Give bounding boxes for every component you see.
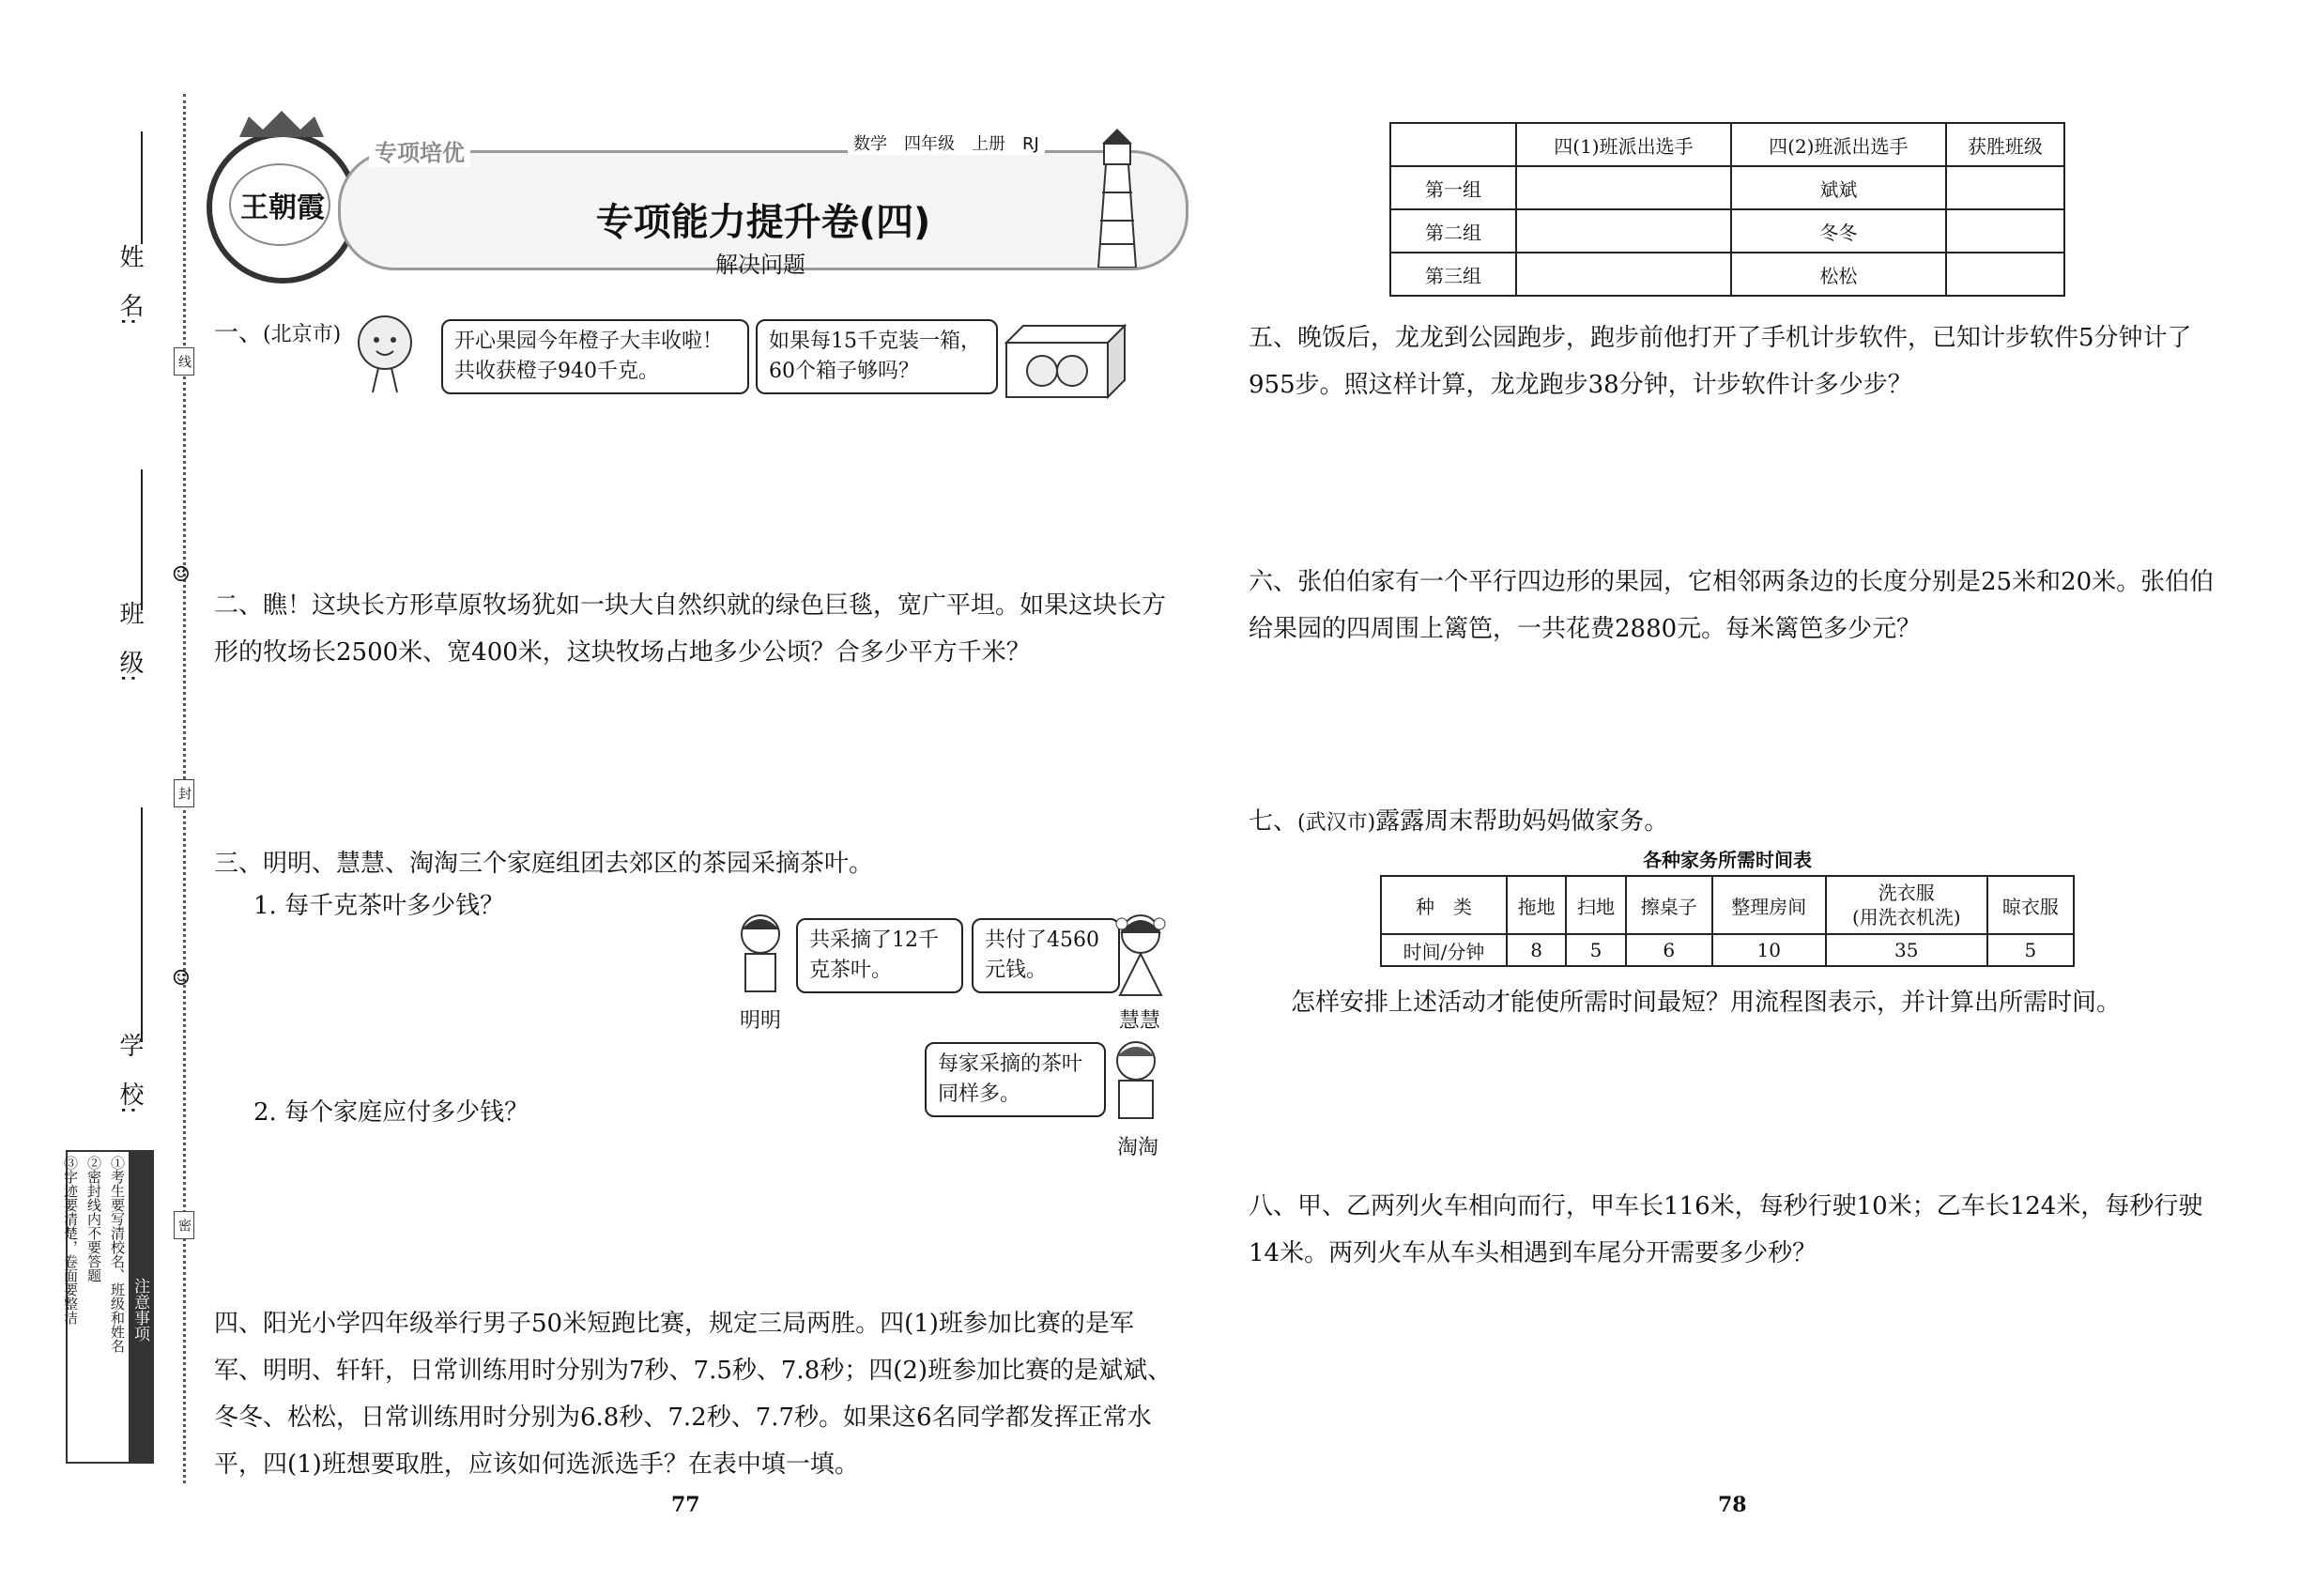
notes-item: ②密封线内不要答题 xyxy=(85,1156,102,1282)
name-mingming: 明明 xyxy=(740,1009,782,1033)
chores-table-cell: 5 xyxy=(1566,934,1625,966)
race-table-header: 四(2)班派出选手 xyxy=(1731,123,1946,166)
table-row xyxy=(1390,253,2064,296)
chores-table-cell: 时间/分钟 xyxy=(1381,934,1507,966)
chores-table-header: 种 类 xyxy=(1381,876,1507,934)
section-tag: 专项培优 xyxy=(369,134,470,167)
q6-text: 六、张伯伯家有一个平行四边形的果园，它相邻两条边的长度分别是25米和20米。张伯伯给果园的四周围上篱笆，一共花费2880元。每米篱笆多少元？ xyxy=(1249,568,2215,643)
chores-table-header: 洗衣服 (用洗衣机洗) xyxy=(1826,876,1987,934)
race-table-answer-cell[interactable] xyxy=(1516,166,1731,209)
class-field[interactable] xyxy=(141,469,143,610)
school-field[interactable] xyxy=(141,807,143,1042)
notes-item: ③字迹要清楚，卷面要整洁 xyxy=(62,1156,79,1325)
chores-table-header: 擦桌子 xyxy=(1626,876,1712,934)
race-table-header: 四(1)班派出选手 xyxy=(1516,123,1731,166)
orange-character-icon xyxy=(352,310,418,394)
race-table-cell: 第二组 xyxy=(1390,209,1516,253)
boy-mingming-icon xyxy=(732,911,789,1005)
q4-text: 四、阳光小学四年级举行男子50米短跑比赛，规定三局两胜。四(1)班参加比赛的是军军、明明、轩轩，日常训练用时分别为7秒、7.5秒、7.8秒；四(2)班参加比赛的是斌斌、冬冬、松松，日常训练用时分别为6.8秒、7.2秒、7.7秒。如果这6名同学都发挥正常水平，四(1)班想要取胜，应该如何选派选手？在表中填一填。 xyxy=(214,1310,1173,1479)
q1-bubble-box: 如果每15千克装一箱，60个箱子够吗？ xyxy=(756,319,998,394)
chores-table-header: 扫地 xyxy=(1566,876,1625,934)
page-title: 专项能力提升卷(四) xyxy=(595,201,931,244)
q1-bubble-harvest: 开心果园今年橙子大丰收啦！共收获橙子940千克。 xyxy=(441,319,749,394)
race-table-answer-cell[interactable] xyxy=(1946,253,2064,296)
chores-table-cell: 35 xyxy=(1826,934,1987,966)
q7-text: 七、(武汉市)露露周末帮助妈妈做家务。 xyxy=(1249,807,1669,836)
page-number-right: 78 xyxy=(1718,1493,1747,1517)
school-label: 学 校: xyxy=(115,1033,144,1114)
boy-taotao-icon xyxy=(1108,1037,1164,1131)
q1-label: 一、(北京市) xyxy=(214,319,342,347)
page-number-left: 77 xyxy=(671,1493,700,1517)
q3-bubble-huihui: 共付了4560元钱。 xyxy=(972,918,1120,993)
cut-mark-mi: 密 xyxy=(174,1211,194,1239)
chores-table-cell: 6 xyxy=(1626,934,1712,966)
race-table-answer-cell[interactable] xyxy=(1946,166,2064,209)
chores-table-cell: 5 xyxy=(1987,934,2074,966)
fruit-box-icon xyxy=(1004,324,1127,399)
q5-text: 五、晚饭后，龙龙到公园跑步，跑步前他打开了手机计步软件，已知计步软件5分钟计了955步。照这样计算，龙龙跑步38分钟，计步软件计多少步？ xyxy=(1249,324,2192,399)
race-table-cell: 第三组 xyxy=(1390,253,1516,296)
logo-text: 王朝霞 xyxy=(240,192,325,224)
lighthouse-icon xyxy=(1089,127,1145,268)
q2-text: 二、瞧！这块长方形草原牧场犹如一块大自然织就的绿色巨毯，宽广平坦。如果这块长方形的牧场长2500米、宽400米，这块牧场占地多少公顷？合多少平方千米？ xyxy=(214,591,1167,667)
notes-item: ①考生要写清校名、班级和姓名 xyxy=(109,1156,126,1353)
logo xyxy=(207,131,359,284)
chores-table-cell: 10 xyxy=(1712,934,1826,966)
chores-table-title: 各种家务所需时间表 xyxy=(1643,849,1812,871)
race-table-header: 获胜班级 xyxy=(1946,123,2064,166)
chores-table xyxy=(1380,875,2075,967)
notes-title: 注意事项 xyxy=(129,1152,152,1462)
race-table-answer-cell[interactable] xyxy=(1946,209,2064,253)
race-table-cell: 冬冬 xyxy=(1731,209,1946,253)
race-table-header xyxy=(1390,123,1516,166)
cut-mark-feng: 封 xyxy=(174,779,194,807)
table-row xyxy=(1390,166,2064,209)
q3-bubble-taotao: 每家采摘的茶叶同样多。 xyxy=(925,1042,1106,1117)
race-table-cell: 第一组 xyxy=(1390,166,1516,209)
girl-huihui-icon xyxy=(1112,911,1169,1005)
name-field[interactable] xyxy=(141,131,143,244)
name-huihui: 慧慧 xyxy=(1119,1009,1161,1033)
table-row xyxy=(1381,934,2074,966)
race-table-answer-cell[interactable] xyxy=(1516,209,1731,253)
chores-table-header: 整理房间 xyxy=(1712,876,1826,934)
race-table-cell: 松松 xyxy=(1731,253,1946,296)
race-table-cell: 斌斌 xyxy=(1731,166,1946,209)
race-table-answer-cell[interactable] xyxy=(1516,253,1731,296)
q8-text: 八、甲、乙两列火车相向而行，甲车长116米，每秒行驶10米；乙车长124米，每秒行驶14米。两列火车从车头相遇到车尾分开需要多少秒？ xyxy=(1249,1192,2203,1267)
table-row xyxy=(1390,209,2064,253)
q3-bubble-mingming: 共采摘了12千克茶叶。 xyxy=(796,918,963,993)
seal-ornament-icon: ☺ xyxy=(172,967,191,990)
chores-table-header: 晾衣服 xyxy=(1987,876,2074,934)
page-subtitle: 解决问题 xyxy=(715,252,805,278)
notes-box xyxy=(62,1150,154,1464)
seal-ornament-icon: ☺ xyxy=(172,563,191,587)
chores-table-cell: 8 xyxy=(1507,934,1566,966)
cut-mark-xian: 线 xyxy=(174,347,194,376)
class-label: 班 级: xyxy=(115,601,144,683)
q7-question: 怎样安排上述活动才能使所需时间最短？用流程图表示，并计算出所需时间。 xyxy=(1291,989,2122,1017)
crown-icon xyxy=(239,111,324,139)
race-table xyxy=(1389,122,2065,297)
name-label: 姓 名: xyxy=(115,244,144,326)
chores-table-header: 拖地 xyxy=(1507,876,1566,934)
course-meta: 数学 四年级 上册 RJ xyxy=(848,130,1045,155)
q3-text: 三、明明、慧慧、淘淘三个家庭组团去郊区的茶园采摘茶叶。 xyxy=(214,850,874,878)
q3-sub1: 1. 每千克茶叶多少钱？ xyxy=(253,892,505,920)
name-taotao: 淘淘 xyxy=(1117,1136,1159,1159)
q3-sub2: 2. 每个家庭应付多少钱？ xyxy=(253,1098,529,1127)
